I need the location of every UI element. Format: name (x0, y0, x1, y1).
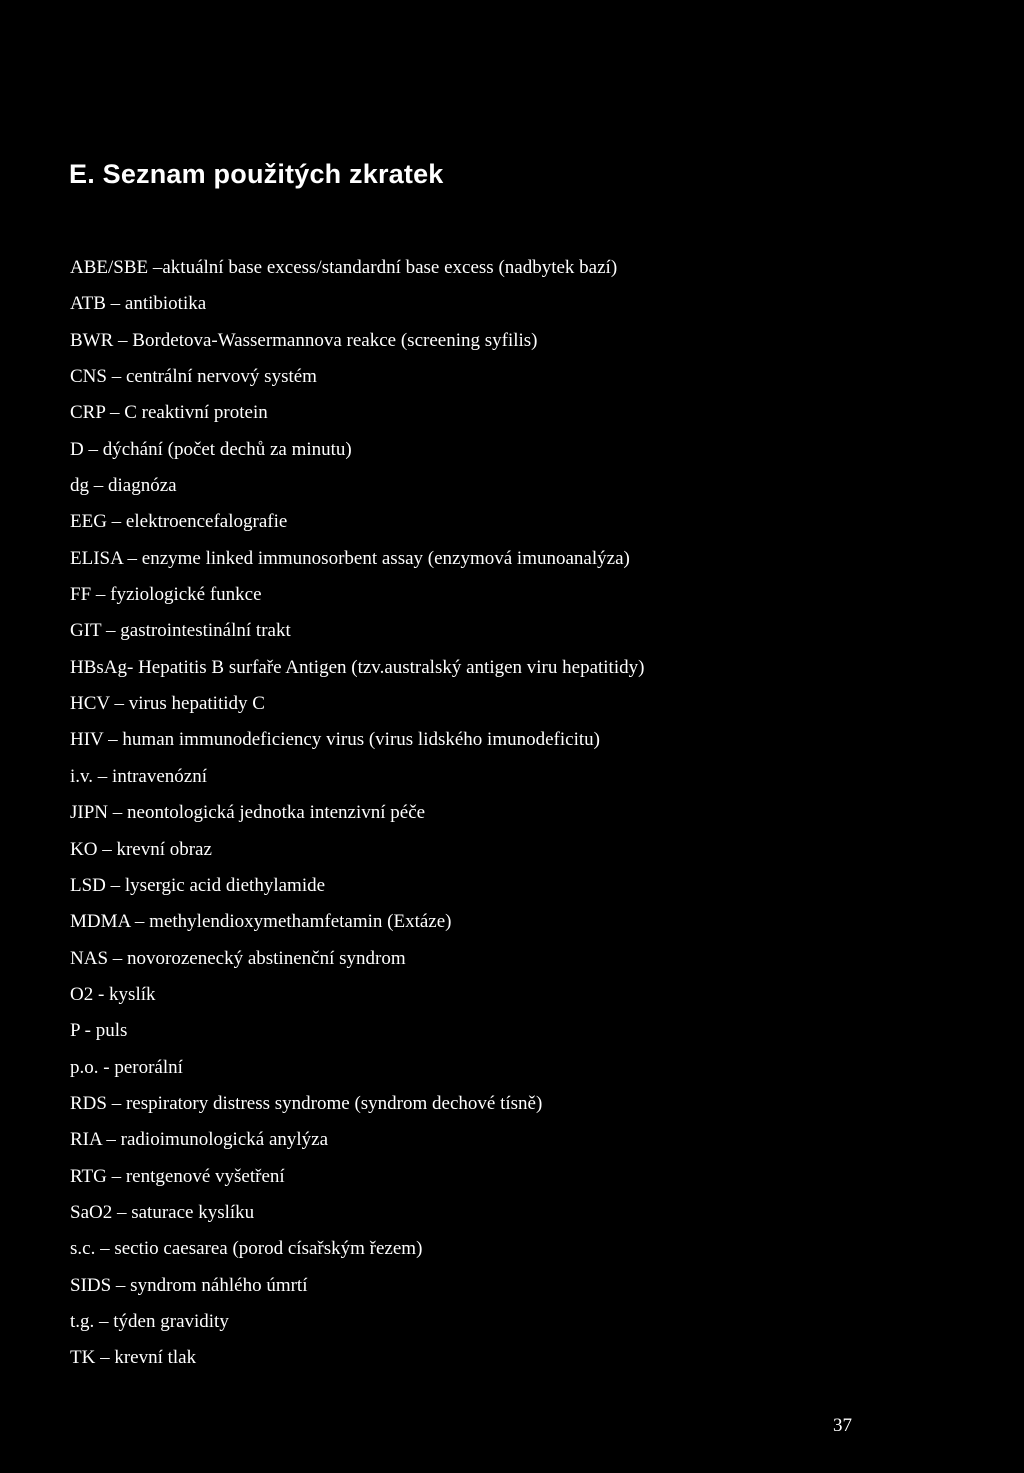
page-title: E. Seznam použitých zkratek (69, 159, 444, 189)
list-item: dg – diagnóza (70, 475, 177, 497)
list-item: HIV – human immunodeficiency virus (virus lidského imunodeficitu) (70, 729, 600, 751)
list-item: FF – fyziologické funkce (70, 584, 262, 606)
list-item: HBsAg- Hepatitis B surfaře Antigen (tzv.australský antigen viru hepatitidy) (70, 656, 645, 678)
list-item: i.v. – intravenózní (70, 765, 208, 787)
list-item: GIT – gastrointestinální trakt (70, 620, 291, 642)
list-item: SaO2 – saturace kyslíku (70, 1201, 255, 1223)
list-item: ATB – antibiotika (70, 293, 207, 315)
list-item: BWR – Bordetova-Wassermannova reakce (screening syfilis) (70, 329, 538, 351)
page-number: 37 (833, 1415, 852, 1436)
list-item: CNS – centrální nervový systém (70, 366, 317, 388)
list-item: EEG – elektroencefalografie (70, 511, 288, 533)
list-item: RIA – radioimunologická anylýza (70, 1129, 329, 1151)
list-item: RTG – rentgenové vyšetření (70, 1165, 285, 1187)
list-item: HCV – virus hepatitidy C (70, 693, 265, 715)
list-item: D – dýchání (počet dechů za minutu) (70, 438, 352, 460)
list-item: JIPN – neontologická jednotka intenzivní péče (70, 802, 426, 824)
list-item: MDMA – methylendioxymethamfetamin (Extáze) (70, 911, 452, 933)
abbreviation-list (70, 250, 644, 1377)
list-item: p.o. - perorální (70, 1056, 183, 1078)
list-item: O2 - kyslík (70, 983, 156, 1005)
list-item: t.g. – týden gravidity (70, 1310, 229, 1332)
list-item: RDS – respiratory distress syndrome (syndrom dechové tísně) (70, 1092, 543, 1114)
list-item: CRP – C reaktivní protein (70, 402, 268, 424)
list-item: ABE/SBE –aktuální base excess/standardní base excess (nadbytek bazí) (70, 257, 618, 278)
page-number-wrapper (0, 1413, 852, 1439)
list-item: LSD – lysergic acid diethylamide (70, 874, 326, 896)
list-item: P - puls (70, 1020, 128, 1042)
list-item: s.c. – sectio caesarea (porod císařským řezem) (70, 1238, 423, 1260)
list-item: SIDS – syndrom náhlého úmrtí (70, 1274, 308, 1296)
list-item: NAS – novorozenecký abstinenční syndrom (70, 947, 406, 969)
list-item: ELISA – enzyme linked immunosorbent assay (enzymová imunoanalýza) (70, 547, 630, 569)
list-item: TK – krevní tlak (70, 1347, 197, 1369)
list-item: KO – krevní obraz (70, 838, 212, 860)
